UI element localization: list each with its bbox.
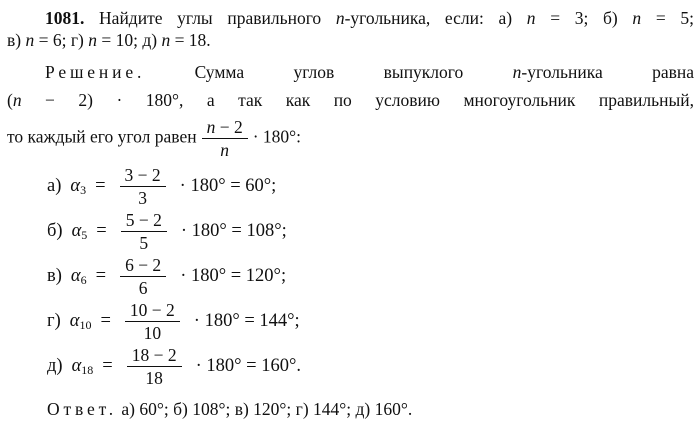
equation-fraction — [127, 345, 182, 388]
fraction-denominator: 18 — [145, 368, 163, 388]
equation-row-b — [7, 209, 694, 254]
alpha-variable: $\alpha_5$ — [71, 221, 88, 242]
alpha-variable: $\alpha_{18}$ — [71, 356, 94, 377]
equation-label: б) — [47, 221, 63, 241]
solution-paragraph — [7, 58, 694, 160]
equals-sign: = — [95, 266, 107, 286]
fraction-denominator: 10 — [143, 323, 162, 343]
fraction-denominator: n — [220, 140, 230, 160]
solution-line-2: (n − 2) · 180°, а так как по условию многоугольник правильный, — [7, 90, 694, 110]
equation-label: д) — [47, 356, 63, 376]
solution-line-1: Решение. Сумма углов выпуклого n-угольника равна — [45, 62, 695, 82]
fraction-numerator: n − 2 — [202, 117, 248, 139]
equals-sign: = — [100, 311, 111, 331]
equation-label: а) — [47, 176, 62, 196]
equation-result: · 180° = 120°; — [180, 266, 287, 286]
alpha-variable: $\alpha_6$ — [70, 266, 87, 287]
general-angle-fraction — [202, 117, 248, 160]
equation-result: · 180° = 160°. — [195, 356, 301, 376]
alpha-subscript: 18 — [81, 363, 94, 377]
equation-label: в) — [47, 266, 62, 286]
equation-row-d — [7, 344, 694, 389]
fraction-denominator: 5 — [139, 233, 149, 253]
solution-line-3-text: то каждый его угол равен — [7, 126, 197, 147]
alpha-subscript: 3 — [80, 183, 87, 197]
equation-fraction — [125, 300, 180, 343]
equation-fraction — [120, 255, 166, 298]
fraction-numerator: 5 − 2 — [121, 210, 167, 232]
alpha-variable: $\alpha_3$ — [70, 176, 87, 197]
fraction-numerator: 3 − 2 — [120, 165, 166, 187]
problem-line-1: 1081. Найдите углы правильного n-угольника, если: а) n = 3; б) n = 5; — [45, 8, 694, 28]
problem-statement — [7, 7, 694, 51]
alpha-subscript: 6 — [80, 273, 87, 287]
equation-row-v — [7, 254, 694, 299]
solution-line-3-suffix: · 180°: — [252, 126, 302, 147]
alpha-subscript: 10 — [79, 318, 92, 332]
answer-line: Ответ. а) 60°; б) 108°; в) 120°; г) 144°; д) 160°. — [47, 399, 413, 419]
equals-sign: = — [95, 176, 106, 196]
equals-sign: = — [96, 221, 107, 241]
alpha-variable: $\alpha_{10}$ — [69, 311, 92, 332]
fraction-denominator: 6 — [138, 278, 148, 298]
fraction-numerator: 10 − 2 — [125, 300, 180, 322]
problem-line-2: в) n = 6; г) n = 10; д) n = 18. — [7, 30, 211, 50]
equals-sign: = — [102, 356, 113, 376]
equation-result: · 180° = 60°; — [179, 176, 277, 196]
alpha-subscript: 5 — [81, 228, 88, 242]
fraction-numerator: 6 − 2 — [120, 255, 166, 277]
equation-list — [7, 164, 694, 389]
equation-row-a — [7, 164, 694, 209]
equation-label: г) — [47, 311, 61, 331]
equation-fraction — [121, 210, 167, 253]
equation-result: · 180° = 108°; — [180, 221, 287, 241]
equation-row-g — [7, 299, 694, 344]
equation-fraction — [120, 165, 166, 208]
fraction-numerator: 18 − 2 — [127, 345, 182, 367]
equation-result: · 180° = 144°; — [193, 311, 300, 331]
solution-line-3 — [7, 117, 694, 160]
fraction-denominator: 3 — [138, 188, 147, 208]
